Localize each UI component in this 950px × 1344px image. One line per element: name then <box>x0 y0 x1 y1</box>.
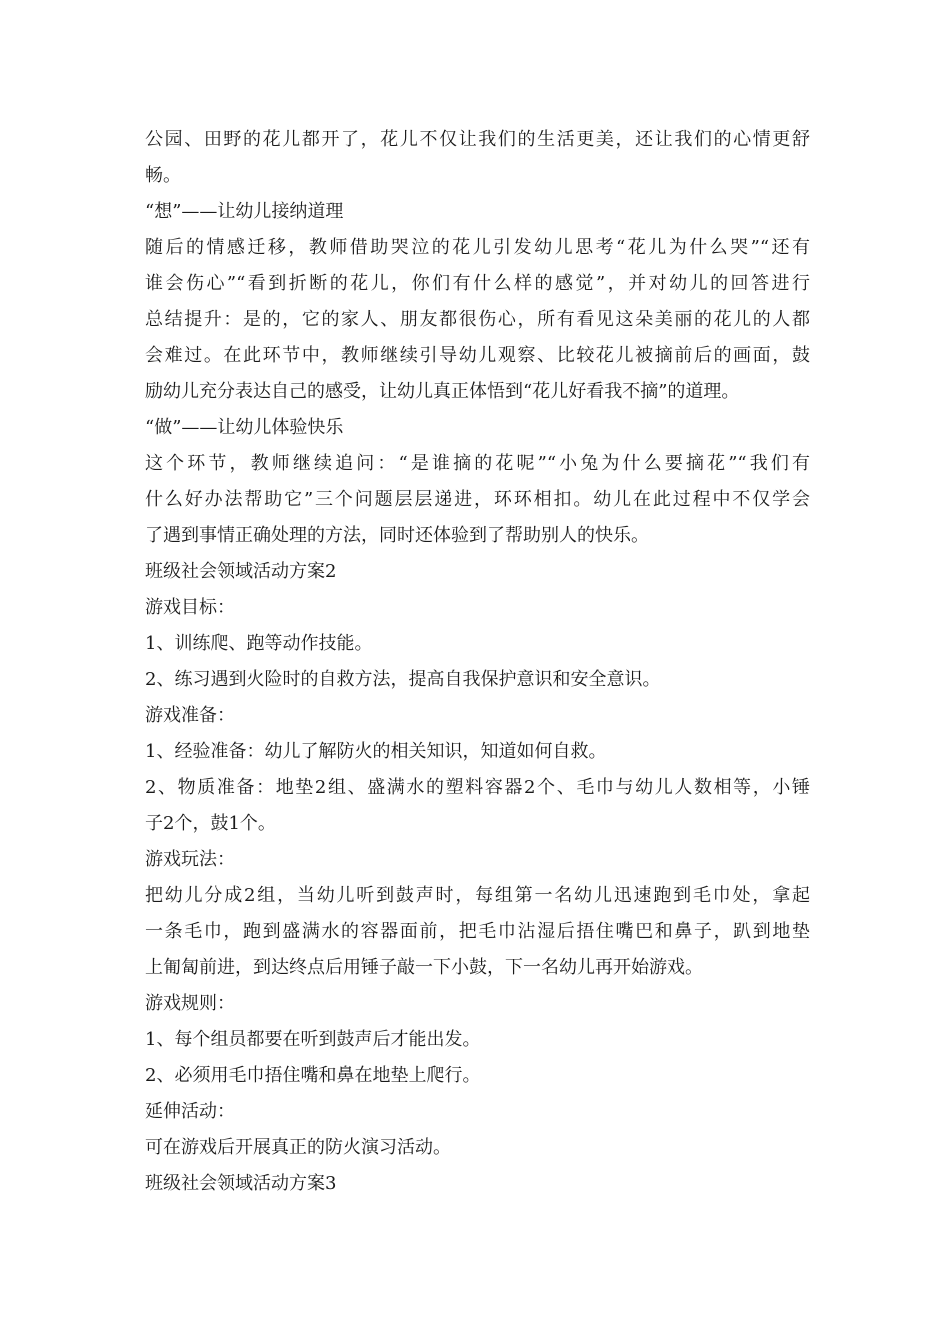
list-item: 1、经验准备：幼儿了解防火的相关知识，知道如何自救。 <box>145 741 607 762</box>
paragraph-line: 可在游戏后开展真正的防火演习活动。 <box>145 1137 451 1158</box>
paragraph-line: 这个环节，教师继续追问：“是谁摘的花呢”“小兔为什么要摘花”“我们有 <box>145 453 810 474</box>
paragraph-line: 把幼儿分成2组，当幼儿听到鼓声时，每组第一名幼儿迅速跑到毛巾处，拿起 <box>145 885 810 906</box>
paragraph-line: 一条毛巾，跑到盛满水的容器面前，把毛巾沾湿后捂住嘴巴和鼻子，趴到地垫 <box>145 921 810 942</box>
paragraph-line: 总结提升：是的，它的家人、朋友都很伤心，所有看见这朵美丽的花儿的人都 <box>145 309 810 330</box>
section-heading: “做”——让幼儿体验快乐 <box>145 417 344 438</box>
section-heading: “想”——让幼儿接纳道理 <box>145 201 344 222</box>
document-body <box>145 122 810 1202</box>
section-heading: 游戏目标： <box>145 597 235 618</box>
plan-title: 班级社会领域活动方案2 <box>145 561 337 582</box>
paragraph-line: 会难过。在此环节中，教师继续引导幼儿观察、比较花儿被摘前后的画面，鼓 <box>145 345 810 366</box>
section-heading: 游戏玩法： <box>145 849 235 870</box>
paragraph-line: 畅。 <box>145 165 181 186</box>
paragraph-line: 什么好办法帮助它”三个问题层层递进，环环相扣。幼儿在此过程中不仅学会 <box>145 489 810 510</box>
paragraph-line: 公园、田野的花儿都开了，花儿不仅让我们的生活更美，还让我们的心情更舒 <box>145 129 810 150</box>
list-item-continuation: 子2个，鼓1个。 <box>145 813 276 834</box>
section-heading: 游戏准备： <box>145 705 235 726</box>
paragraph-line: 上匍匐前进，到达终点后用锤子敲一下小鼓，下一名幼儿再开始游戏。 <box>145 957 703 978</box>
list-item: 1、训练爬、跑等动作技能。 <box>145 633 373 654</box>
paragraph-line: 随后的情感迁移，教师借助哭泣的花儿引发幼儿思考“花儿为什么哭”“还有 <box>145 237 810 258</box>
list-item: 1、每个组员都要在听到鼓声后才能出发。 <box>145 1029 481 1050</box>
paragraph-line: 了遇到事情正确处理的方法，同时还体验到了帮助别人的快乐。 <box>145 525 649 546</box>
list-item: 2、必须用毛巾捂住嘴和鼻在地垫上爬行。 <box>145 1065 481 1086</box>
list-item: 2、物质准备：地垫2组、盛满水的塑料容器2个、毛巾与幼儿人数相等，小锤 <box>145 777 810 798</box>
section-heading: 游戏规则： <box>145 993 235 1014</box>
paragraph-line: 谁会伤心”“看到折断的花儿，你们有什么样的感觉”，并对幼儿的回答进行 <box>145 273 810 294</box>
list-item: 2、练习遇到火险时的自救方法，提高自我保护意识和安全意识。 <box>145 669 661 690</box>
paragraph-line: 励幼儿充分表达自己的感受，让幼儿真正体悟到“花儿好看我不摘”的道理。 <box>145 381 740 402</box>
plan-title: 班级社会领域活动方案3 <box>145 1173 337 1194</box>
section-heading: 延伸活动： <box>145 1101 235 1122</box>
